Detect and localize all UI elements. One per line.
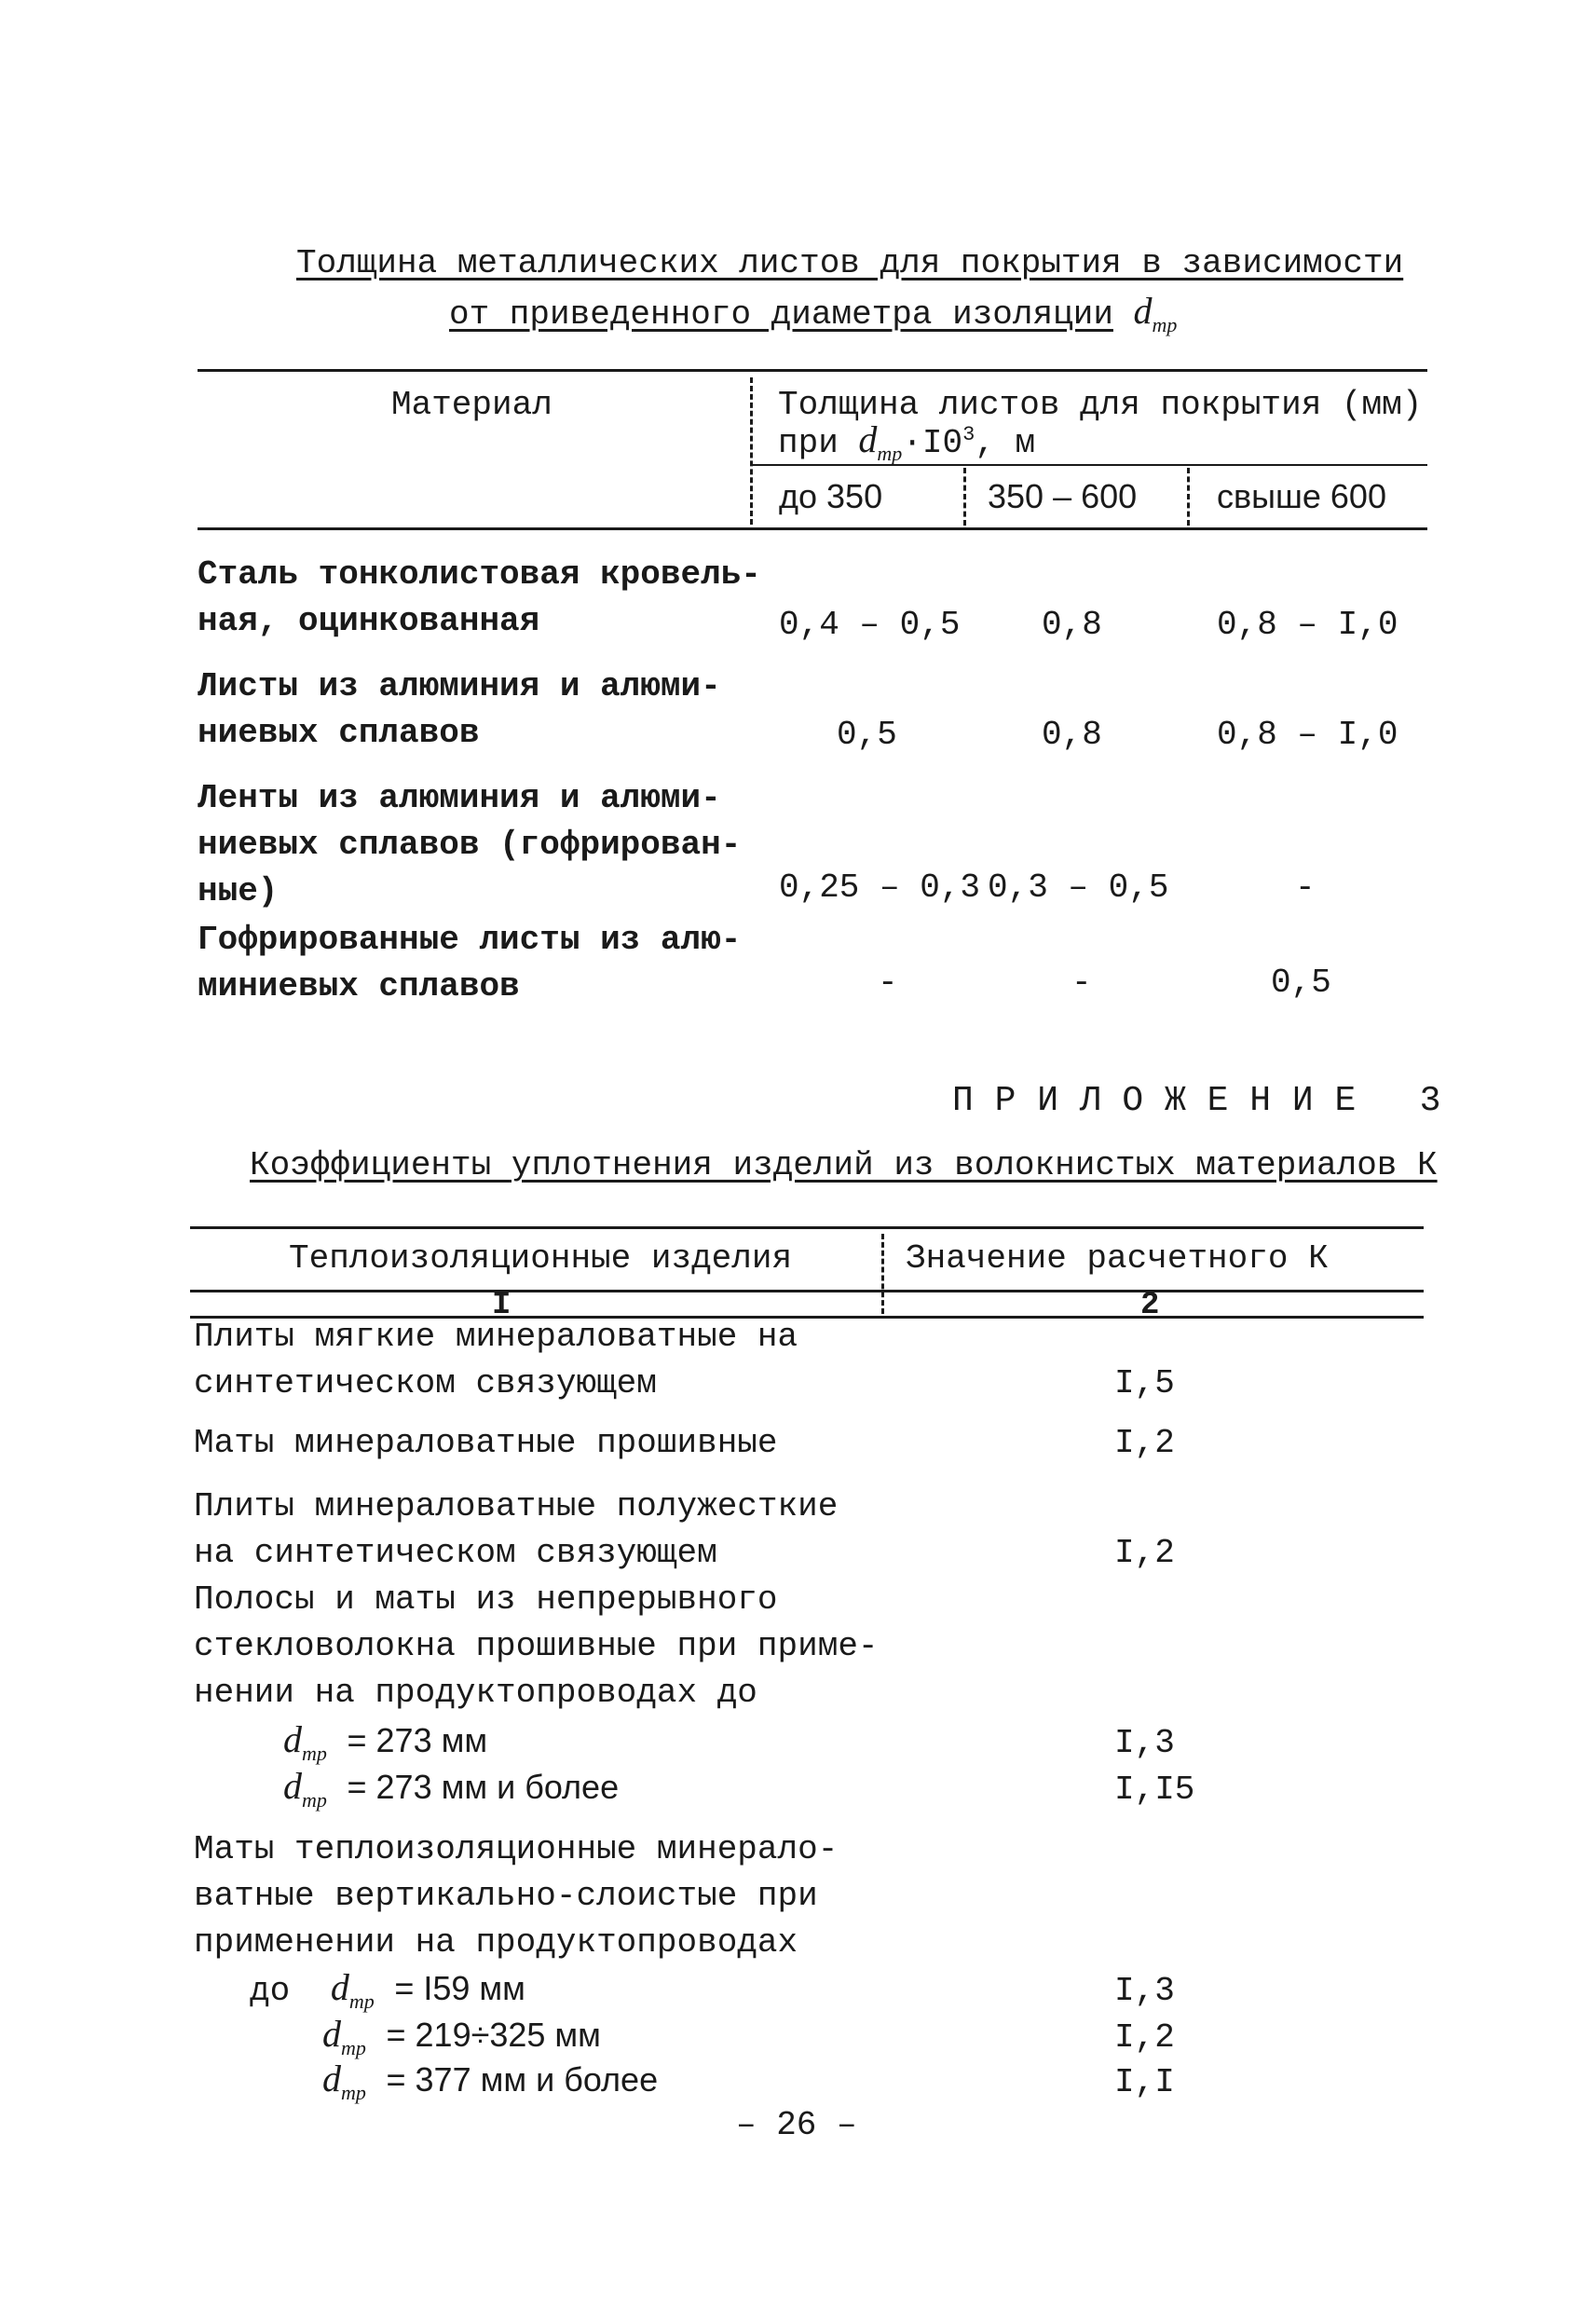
table2-header-col2: Значение расчетного К bbox=[906, 1239, 1329, 1278]
table2-top-rule bbox=[190, 1226, 1424, 1229]
row-value-c: 0,8 – I,0 bbox=[1217, 606, 1398, 644]
table1-header-material: Материал bbox=[391, 386, 552, 424]
row-value: I,3 bbox=[1114, 1972, 1175, 2010]
table2-header-num1: I bbox=[492, 1288, 512, 1323]
table1-col-divider-3 bbox=[1187, 468, 1190, 526]
row-text: применении на продуктопроводах bbox=[194, 1923, 798, 1962]
appendix-label: П Р И Л О Ж Е Н И Е 3 bbox=[952, 1081, 1441, 1121]
dtr-symbol: $d_{тр}$ bbox=[322, 2013, 366, 2059]
row-value-b: 0,3 – 0,5 bbox=[988, 868, 1169, 907]
row-text: стекловолокна прошивные при приме- bbox=[194, 1627, 879, 1665]
row-formula: $d_{тр} = 273$ мм и более bbox=[283, 1765, 620, 1812]
row-value: I,2 bbox=[1114, 1424, 1175, 1462]
row-formula: $d_{тр} = 219\div 325$ мм bbox=[322, 2013, 601, 2059]
table1-header-thickness: Толщина листов для покрытия (мм) bbox=[778, 386, 1423, 424]
row-value-a: 0,4 – 0,5 bbox=[779, 606, 961, 644]
dtr-symbol: $d_{тр}$ bbox=[283, 1718, 327, 1765]
row-value-a: - bbox=[878, 964, 898, 1002]
row-material: миниевых сплавов bbox=[198, 967, 520, 1005]
row-formula: до $d_{тр} = I59$ мм bbox=[250, 1966, 525, 2013]
row-material: ные) bbox=[198, 872, 279, 910]
row-text: Маты минераловатные прошивные bbox=[194, 1424, 778, 1462]
row-value-a: 0,25 – 0,3 bbox=[779, 868, 981, 907]
row-text: на синтетическом связующем bbox=[194, 1534, 717, 1572]
row-value-c: 0,8 – I,0 bbox=[1217, 716, 1398, 754]
row-text: Плиты мягкие минераловатные на bbox=[194, 1318, 798, 1356]
dtr-symbol: $d_{тр}$ bbox=[322, 2058, 366, 2104]
row-text: Маты теплоизоляционные минерало- bbox=[194, 1830, 839, 1868]
row-formula: $d_{тр} = 273$ мм bbox=[283, 1718, 488, 1765]
page-number: – 26 – bbox=[736, 2106, 857, 2144]
row-value-a: 0,5 bbox=[837, 716, 897, 754]
row-text: ватные вертикально-слоистые при bbox=[194, 1877, 818, 1915]
table1-header-thickness-line2: при $d_{тр}\cdot I0^3$, м bbox=[778, 418, 1036, 465]
row-text: Полосы и маты из непрерывного bbox=[194, 1580, 778, 1619]
row-material: ниевых сплавов (гофрирован- bbox=[198, 826, 742, 864]
table1-title-line2 bbox=[449, 289, 1177, 337]
row-material: Гофрированные листы из алю- bbox=[198, 921, 742, 959]
row-value-c: 0,5 bbox=[1271, 964, 1331, 1002]
row-value-b: 0,8 bbox=[1042, 716, 1102, 754]
table2-header-col1: Теплоизоляционные изделия bbox=[289, 1239, 793, 1278]
table2-header-num2: 2 bbox=[1140, 1288, 1160, 1323]
row-material: Сталь тонколистовая кровель- bbox=[198, 555, 761, 594]
table1-title-line1: Толщина металлических листов для покрытия в зависимости bbox=[296, 244, 1404, 282]
table2-header-rule bbox=[190, 1290, 1424, 1292]
table1-header-bottom-rule bbox=[198, 527, 1427, 530]
appendix-title: Коэффициенты уплотнения изделий из волокнистых материалов К bbox=[250, 1146, 1438, 1184]
row-value-b: 0,8 bbox=[1042, 606, 1102, 644]
row-value: I,I bbox=[1114, 2063, 1175, 2101]
row-value: I,3 bbox=[1114, 1724, 1175, 1762]
row-value: I,5 bbox=[1114, 1364, 1175, 1402]
dtr-symbol: $d_{тр}$ bbox=[283, 1765, 327, 1812]
table1-title-text: от приведенного диаметра изоляции bbox=[449, 295, 1113, 334]
row-text: Плиты минераловатные полужесткие bbox=[194, 1487, 839, 1525]
table1-col-divider-2 bbox=[963, 468, 966, 526]
table1-header-col-b: 350 – 600 bbox=[988, 477, 1138, 515]
table1-top-rule bbox=[198, 369, 1427, 372]
row-material: ная, оцинкованная bbox=[198, 602, 540, 640]
row-value: I,I5 bbox=[1114, 1771, 1195, 1809]
table1-header-col-a: до 350 bbox=[779, 477, 883, 515]
row-text: нении на продуктопроводах до bbox=[194, 1674, 757, 1712]
table2-col-divider bbox=[881, 1234, 884, 1314]
row-material: Ленты из алюминия и алюми- bbox=[198, 779, 721, 817]
table1-header-col-c: свыше 600 bbox=[1217, 477, 1386, 515]
dtr-symbol: $d_{тр}$ bbox=[858, 418, 903, 465]
row-value-b: - bbox=[1071, 964, 1092, 1002]
row-material: Листы из алюминия и алюми- bbox=[198, 667, 721, 705]
row-material: ниевых сплавов bbox=[198, 714, 480, 752]
row-formula: $d_{тр} = 377$ мм и более bbox=[322, 2058, 659, 2104]
row-value: I,2 bbox=[1114, 2018, 1175, 2057]
row-value-c: - bbox=[1295, 868, 1316, 907]
row-value: I,2 bbox=[1114, 1534, 1175, 1572]
table1-col-divider-1 bbox=[750, 377, 753, 525]
dtr-symbol: $d_{тр}$ bbox=[330, 1966, 375, 2013]
dtr-symbol: $d_{тр}$ bbox=[1133, 290, 1178, 336]
row-text: синтетическом связующем bbox=[194, 1364, 657, 1402]
